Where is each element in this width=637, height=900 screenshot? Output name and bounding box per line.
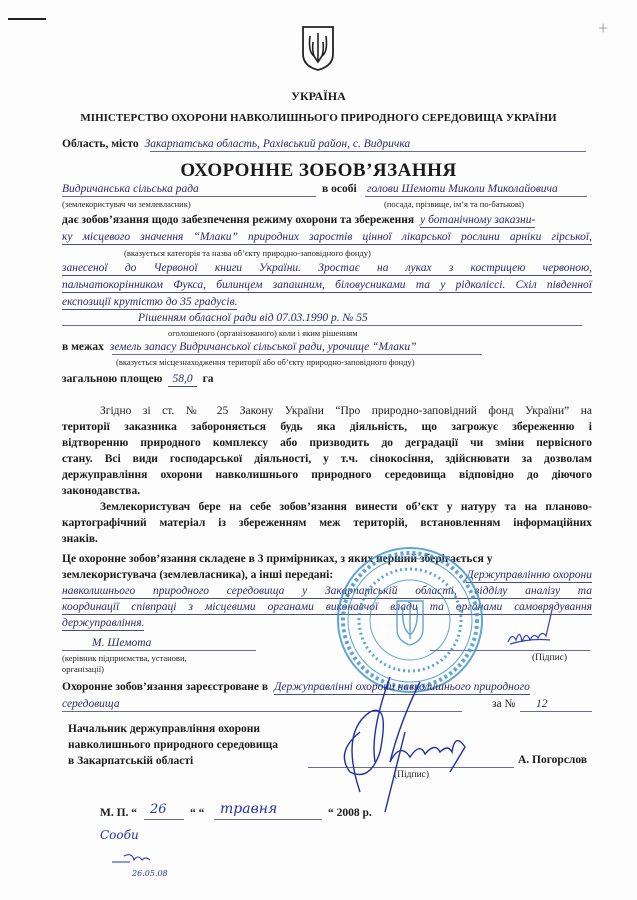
signature-shemota: [500, 602, 570, 652]
handwritten-note: Сооби: [100, 828, 139, 842]
head-title-line: навколишнього природного середовища: [68, 739, 278, 751]
area-row: [62, 372, 214, 387]
copies-row: [62, 568, 592, 583]
signer-caption: (керівник підприємства, установи,: [62, 653, 187, 663]
month-underline: [214, 819, 322, 820]
object-line5: експозиції крутістю до 35 градусів.: [62, 296, 238, 308]
law-paragraph-line: відтворенню природного комплексу або призводить до деградації чи зміни первісного: [62, 437, 592, 449]
copies-recipient-line: навколишнього природного середовища у Закарпатській області, відділу аналізу та: [62, 585, 592, 597]
land-user-underline: [62, 196, 316, 197]
date-day: 26: [150, 802, 167, 817]
decision-caption: оголошеного (організованого) коли і яким рішенням: [168, 328, 358, 338]
head-title-line: Начальник держуправління охорони: [68, 723, 261, 735]
registration-number: 12: [536, 698, 548, 710]
person-caption: (посада, прізвище, ім’я та по-батькові): [384, 199, 525, 209]
registration-value-line2: середовища: [62, 698, 120, 710]
bounds-value: земель запасу Видричанської сільської ради, урочище “Млаки”: [109, 341, 417, 353]
object-line3: занесеної до Червоної книги України. Зростає на луках з кострицею червоною,: [62, 262, 592, 274]
region-value: Закарпатська область, Рахівський район, с. Видричка: [144, 138, 411, 150]
ministry-heading: МІНІСТЕРСТВО ОХОРОНИ НАВКОЛИШНЬОГО ПРИРОДНОГО СЕРЕДОВИЩА УКРАЇНИ: [80, 112, 557, 124]
number-underline: [520, 711, 592, 712]
region-label: Область, місто: [62, 138, 139, 150]
head-name: А. Погорслов: [518, 754, 588, 766]
head-title-line: в Закарпатській області: [68, 755, 194, 767]
sign-caption: (Підпис): [532, 653, 568, 663]
trident-emblem-icon: [300, 24, 336, 72]
registration-number-label: за №: [492, 698, 516, 710]
obligation-paragraph-line: картографічний матеріал із збереженням меж територій, встановленням інформаційних: [62, 517, 592, 529]
signer-caption: організації): [62, 664, 104, 674]
scan-mark-top-left: [8, 18, 46, 20]
bounds-row: [62, 340, 417, 354]
bounds-label: в межах: [62, 341, 104, 353]
area-value: 58,0: [168, 372, 196, 387]
object-lead: дає зобов’язання щодо забезпечення режиму охорони та збереження: [62, 214, 415, 226]
object-line4: пальчатокорінником Фукса, билинцем запашним, біловусниками та у рідколіссі. Схіл південної: [62, 279, 592, 291]
person-underline: [365, 196, 587, 197]
law-paragraph-line: стану. Всі види господарської діяльності, у т.ч. сінокосіння, здійснювати за дозволам: [62, 453, 592, 465]
area-unit: га: [202, 373, 214, 385]
registration-label: Охоронне зобов’язання зареєстроване в: [62, 681, 269, 693]
land-user-signer-name: М. Шемота: [92, 637, 152, 649]
copies-recipient-line: держуправління.: [62, 617, 145, 629]
bounds-underline: [112, 354, 482, 355]
area-label: загальною площею: [62, 373, 163, 385]
copies-line: Це охоронне зобов’язання складене в 3 примірниках, з яких перший зберігається у: [62, 553, 493, 565]
law-paragraph-line: Згідно зі ст. № 25 Закону України “Про природно-заповідний фонд України” на: [100, 405, 592, 417]
object-caption: (вказується категорія та назва об’єкту природно-заповідного фонду): [124, 248, 371, 258]
law-paragraph-line: законодавства.: [62, 485, 141, 497]
document-title: ОХОРОННЕ ЗОБОВ’ЯЗАННЯ: [180, 160, 457, 181]
land-user-caption: (землекористувач чи землевласник): [62, 199, 191, 209]
person-value: голови Шемоти Миколи Миколайовича: [367, 183, 558, 195]
land-user-value: Видричанська сільська рада: [62, 183, 199, 195]
object-line2: ку місцевого значення “Млаки” природних заростів цінної лікарської рослини арніки гірської,: [62, 231, 592, 243]
seal-place-label: М. П. “: [100, 807, 138, 819]
initials-date: 26.05.08: [132, 869, 168, 878]
region-row: [62, 137, 410, 151]
signer-underline: [62, 650, 256, 651]
in-person-label: в особі: [322, 183, 357, 195]
handwritten-initials: [110, 850, 180, 885]
law-paragraph-line: держуправління охорони навколишнього природного середовища відповідно до діючого: [62, 469, 592, 481]
signature-pogorslov: [330, 672, 480, 812]
country-heading: УКРАЇНА: [291, 89, 346, 103]
bounds-caption: (вказується місцезнаходження території або об’єкту природно-заповідного фонду): [116, 357, 415, 367]
copies-line-lead: землекористувача (землевласника), а інші передані:: [62, 569, 334, 581]
law-paragraph-line: території заказника забороняється будь яка діяльність, що загрожує збереженню і: [62, 421, 592, 433]
registration-value: Держуправлінні охорони навколишнього природного: [274, 681, 530, 693]
obligation-paragraph-line: Землекористувач бере на себе зобов’язання винести об’єкт у натуру та на планово-: [100, 501, 592, 513]
date-month: травня: [220, 801, 278, 817]
copies-recipient-line: координації співпраці з місцевими органами виконавчої влади та органами самоврядування: [62, 601, 592, 613]
date-year: “ 2008 р.: [328, 807, 372, 819]
decision-value: Рішенням обласної ради від 07.03.1990 р. № 55: [138, 312, 368, 324]
decision-underline: [62, 325, 582, 326]
pencil-plus-mark: +: [598, 18, 609, 38]
obligation-paragraph-line: знаків.: [62, 533, 98, 545]
object-line1: у ботанічному заказни-: [420, 214, 536, 226]
object-lead-row: [62, 213, 535, 228]
date-quotes: “ “: [190, 807, 205, 819]
copies-recipient: Держуправлінню охорони: [466, 569, 592, 581]
day-underline: [144, 819, 184, 820]
head-sign-caption: (Підпис): [394, 770, 430, 780]
region-underline: [150, 151, 586, 152]
